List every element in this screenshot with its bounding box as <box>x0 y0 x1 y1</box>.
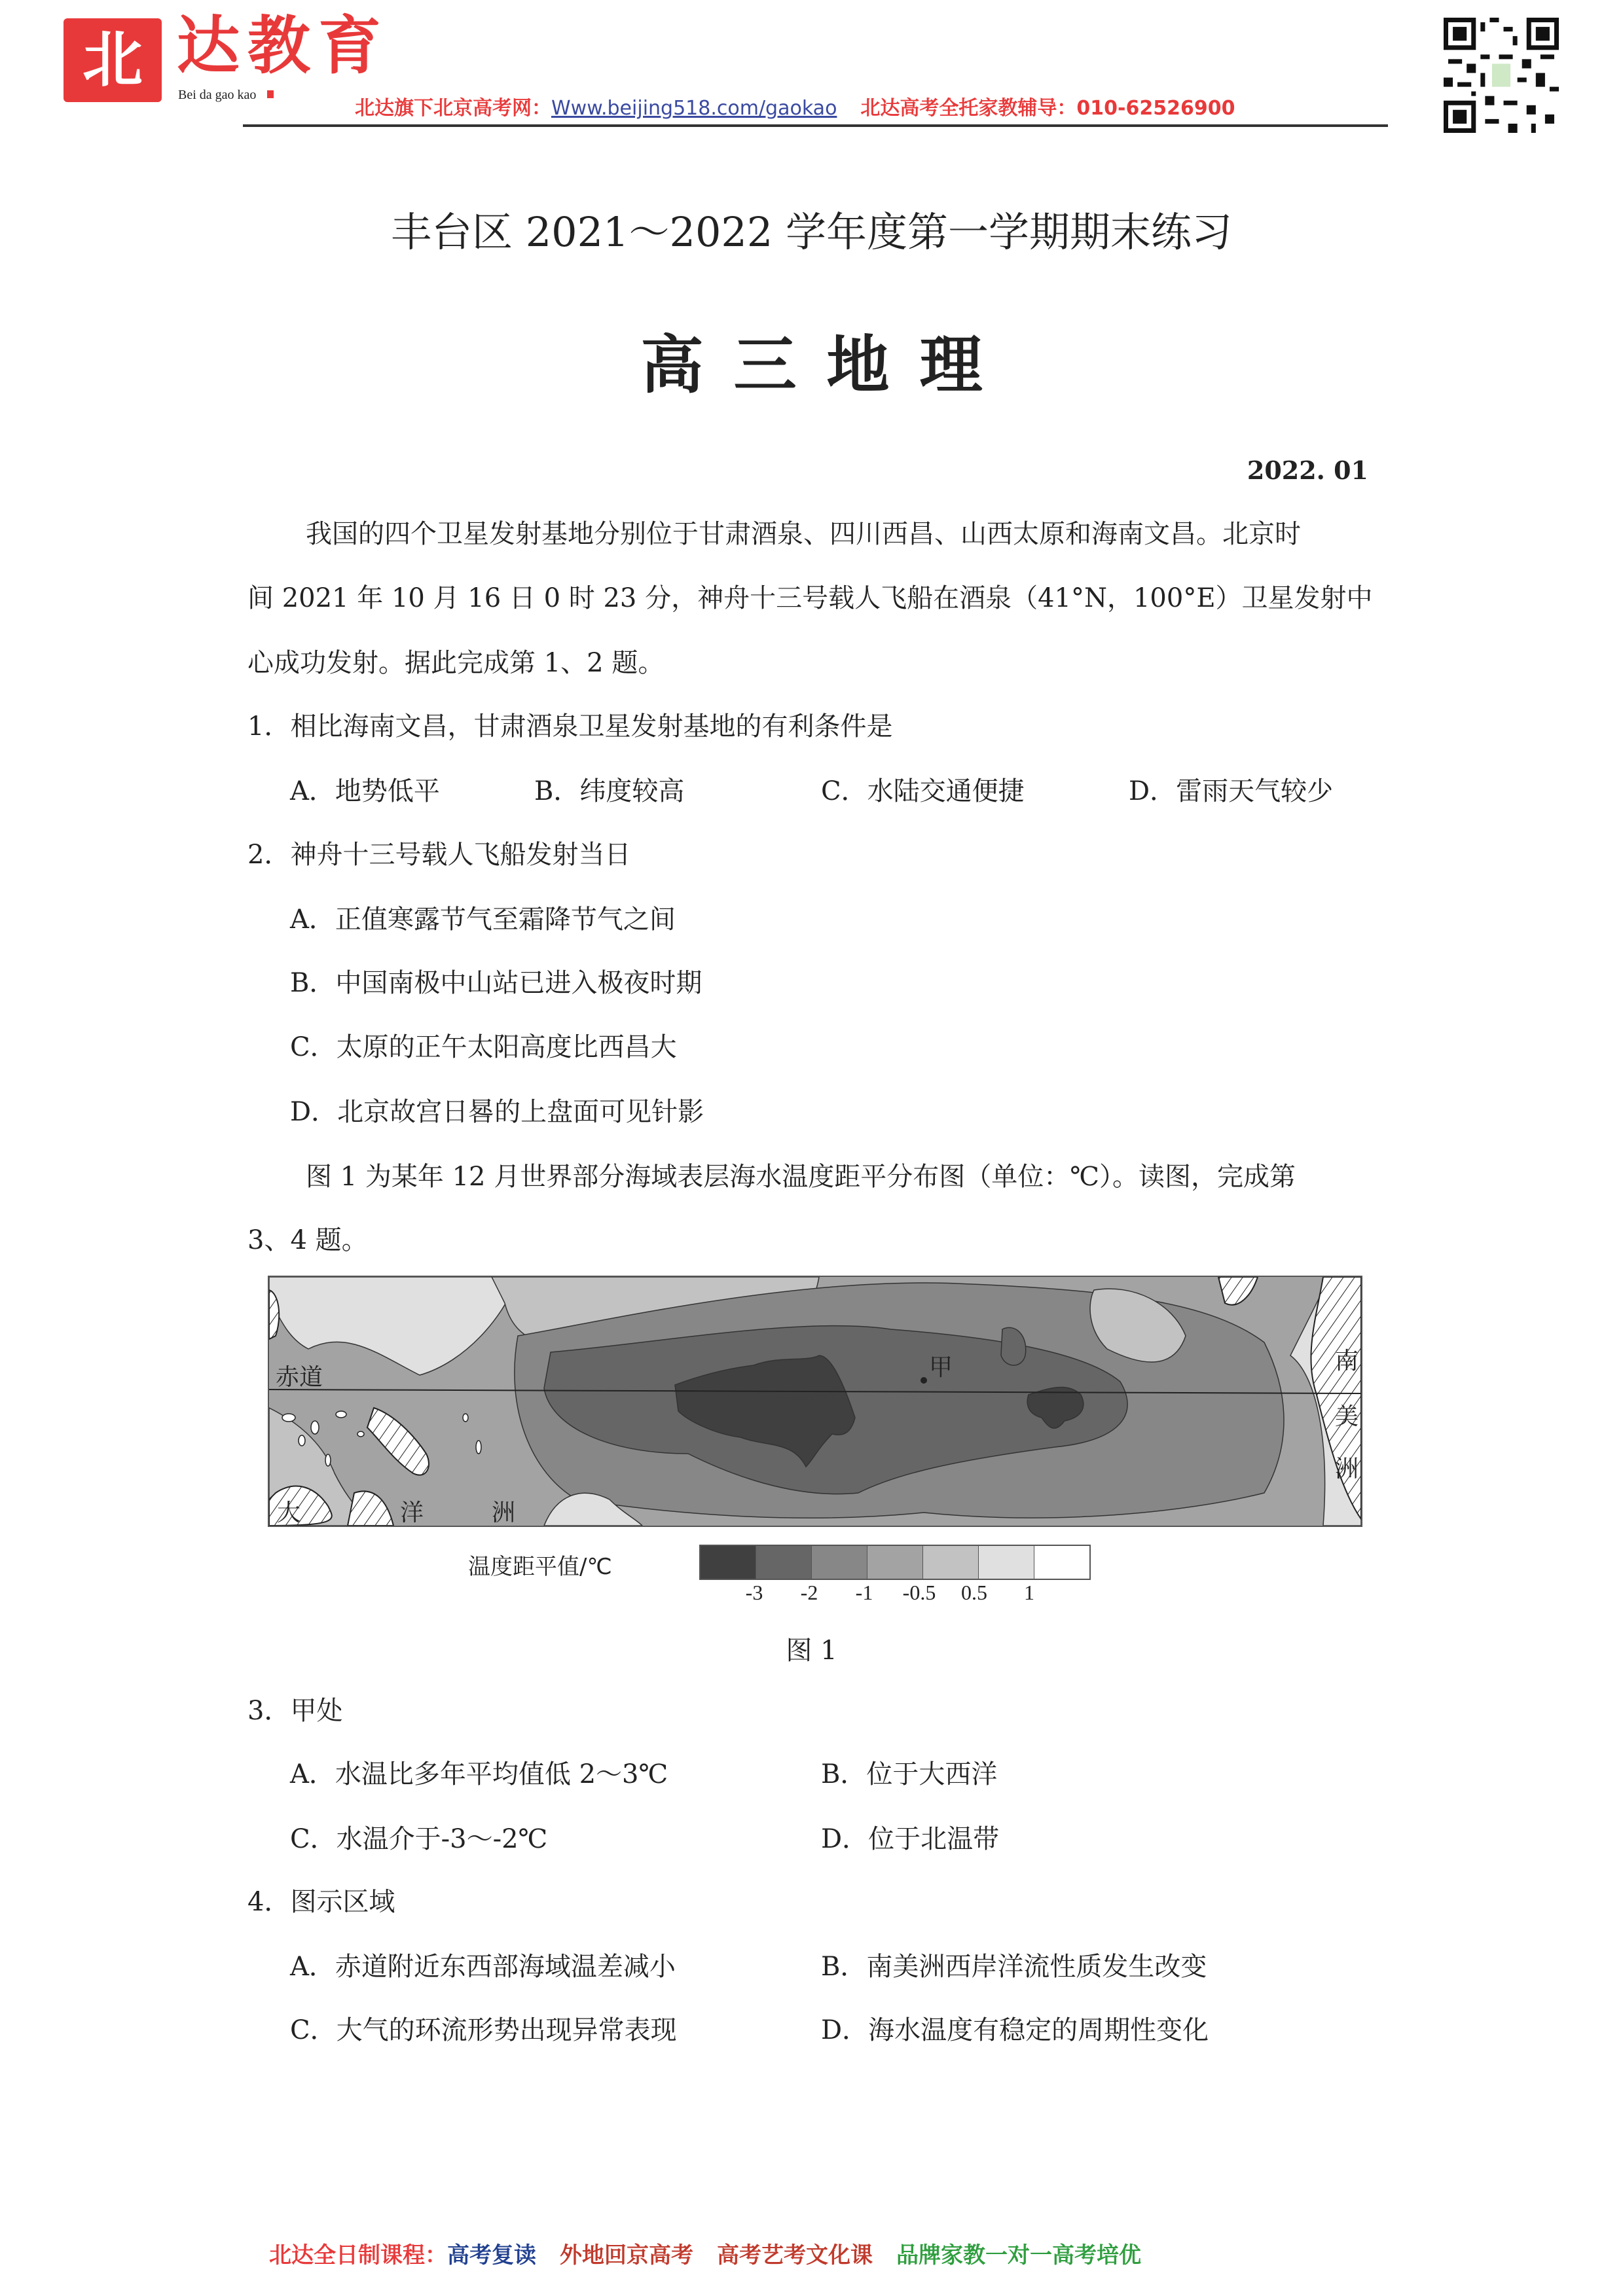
q2-option-d[interactable]: D．北京故宫日晷的上盘面可见针影 <box>290 1097 704 1127</box>
passage-line: 我国的四个卫星发射基地分别位于甘肃酒泉、四川西昌、山西太原和海南文昌。北京时 <box>306 519 1301 549</box>
legend-tick: -0.5 <box>902 1581 936 1604</box>
south-america-label-1: 南 <box>1335 1348 1359 1374</box>
tutor-label: 北达高考全托家教辅导：010-62526900 <box>860 97 1235 120</box>
legend-swatch <box>756 1546 812 1579</box>
header-banner <box>355 97 1235 120</box>
legend-swatch <box>867 1546 923 1579</box>
legend-tick: 1 <box>1024 1581 1034 1604</box>
oceania-label-1: 大 <box>277 1499 301 1526</box>
q2-option-c[interactable]: C．太原的正午太阳高度比西昌大 <box>290 1032 677 1062</box>
legend-swatch <box>979 1546 1034 1579</box>
legend-tick: -1 <box>855 1581 873 1604</box>
q2-option-b[interactable]: B．中国南极中山站已进入极夜时期 <box>290 968 702 998</box>
legend-label: 温度距平值/℃ <box>468 1554 612 1580</box>
q2-option-a[interactable]: A．正值寒露节气至霜降节气之间 <box>290 905 676 935</box>
point-jia-label: 甲 <box>929 1354 953 1381</box>
q1-option-c[interactable]: C．水陆交通便捷 <box>821 776 1025 806</box>
passage-line: 图 1 为某年 12 月世界部分海域表层海水温度距平分布图（单位：℃）。读图，完成第 <box>306 1162 1296 1192</box>
legend-swatch <box>812 1546 867 1579</box>
q3-option-b[interactable]: B．位于大西洋 <box>821 1759 998 1789</box>
south-america-label-2: 美 <box>1335 1403 1359 1430</box>
passage-line: 3、4 题。 <box>247 1225 368 1255</box>
logo-text: 达教育 <box>177 9 389 82</box>
footer-courses <box>269 2237 1141 2269</box>
legend-tick: -2 <box>800 1581 818 1604</box>
sst-anomaly-map <box>268 1276 1362 1527</box>
q1-option-d[interactable]: D．雷雨天气较少 <box>1129 776 1334 806</box>
legend-tick: -3 <box>745 1581 763 1604</box>
footer-item[interactable]: 外地回京高考 <box>560 2242 693 2269</box>
legend-tick: 0.5 <box>961 1581 987 1604</box>
footer-label: 北达全日制课程： <box>269 2242 447 2269</box>
subject-title: 高三地理 <box>640 329 1013 402</box>
q4-option-b[interactable]: B．南美洲西岸洋流性质发生改变 <box>821 1952 1207 1982</box>
oceania-label-3: 洲 <box>492 1499 516 1526</box>
legend-swatch <box>701 1546 756 1579</box>
q4-option-a[interactable]: A．赤道附近东西部海域温差减小 <box>290 1952 676 1982</box>
site-label: 北达旗下北京高考网： <box>355 97 551 120</box>
south-america-label-3: 洲 <box>1335 1456 1359 1482</box>
q4-option-c[interactable]: C．大气的环流形势出现异常表现 <box>290 2015 677 2045</box>
footer-item[interactable]: 高考复读 <box>447 2242 536 2269</box>
question-4-stem: 4．图示区域 <box>247 1887 395 1917</box>
legend-color-bar <box>699 1545 1091 1580</box>
equator-label: 赤道 <box>276 1364 323 1391</box>
exam-title: 丰台区 2021～2022 学年度第一学期期末练习 <box>391 208 1232 256</box>
passage-line: 心成功发射。据此完成第 1、2 题。 <box>247 648 665 678</box>
exam-date: 2022. 01 <box>1247 456 1368 485</box>
site-link[interactable]: Www.beijing518.com/gaokao <box>551 97 837 120</box>
legend-swatch <box>923 1546 979 1579</box>
logo-square <box>267 90 274 98</box>
q1-option-a[interactable]: A．地势低平 <box>290 776 440 806</box>
q4-option-d[interactable]: D．海水温度有稳定的周期性变化 <box>821 2015 1209 2045</box>
q1-option-b[interactable]: B．纬度较高 <box>534 776 685 806</box>
question-1-stem: 1．相比海南文昌，甘肃酒泉卫星发射基地的有利条件是 <box>247 711 893 742</box>
footer-item[interactable]: 高考艺考文化课 <box>717 2242 873 2269</box>
oceania-label-2: 洋 <box>400 1499 424 1526</box>
question-3-stem: 3．甲处 <box>247 1696 343 1726</box>
qr-code-icon[interactable] <box>1442 18 1560 133</box>
header-divider <box>243 124 1388 127</box>
q3-option-c[interactable]: C．水温介于-3～-2℃ <box>290 1824 548 1854</box>
passage-line: 间 2021 年 10 月 16 日 0 时 23 分，神舟十三号载人飞船在酒泉（41°N，100°E）卫星发射中 <box>247 583 1373 613</box>
footer-item[interactable]: 品牌家教一对一高考培优 <box>896 2242 1141 2269</box>
q3-option-d[interactable]: D．位于北温带 <box>821 1824 1000 1854</box>
legend-swatch <box>1034 1546 1089 1579</box>
q3-option-a[interactable]: A．水温比多年平均值低 2～3℃ <box>290 1759 668 1789</box>
figure-caption: 图 1 <box>786 1636 837 1666</box>
question-2-stem: 2．神舟十三号载人飞船发射当日 <box>247 840 631 870</box>
logo-subtitle: Bei da gao kao <box>178 88 257 102</box>
logo-mark: 北 <box>64 18 162 102</box>
